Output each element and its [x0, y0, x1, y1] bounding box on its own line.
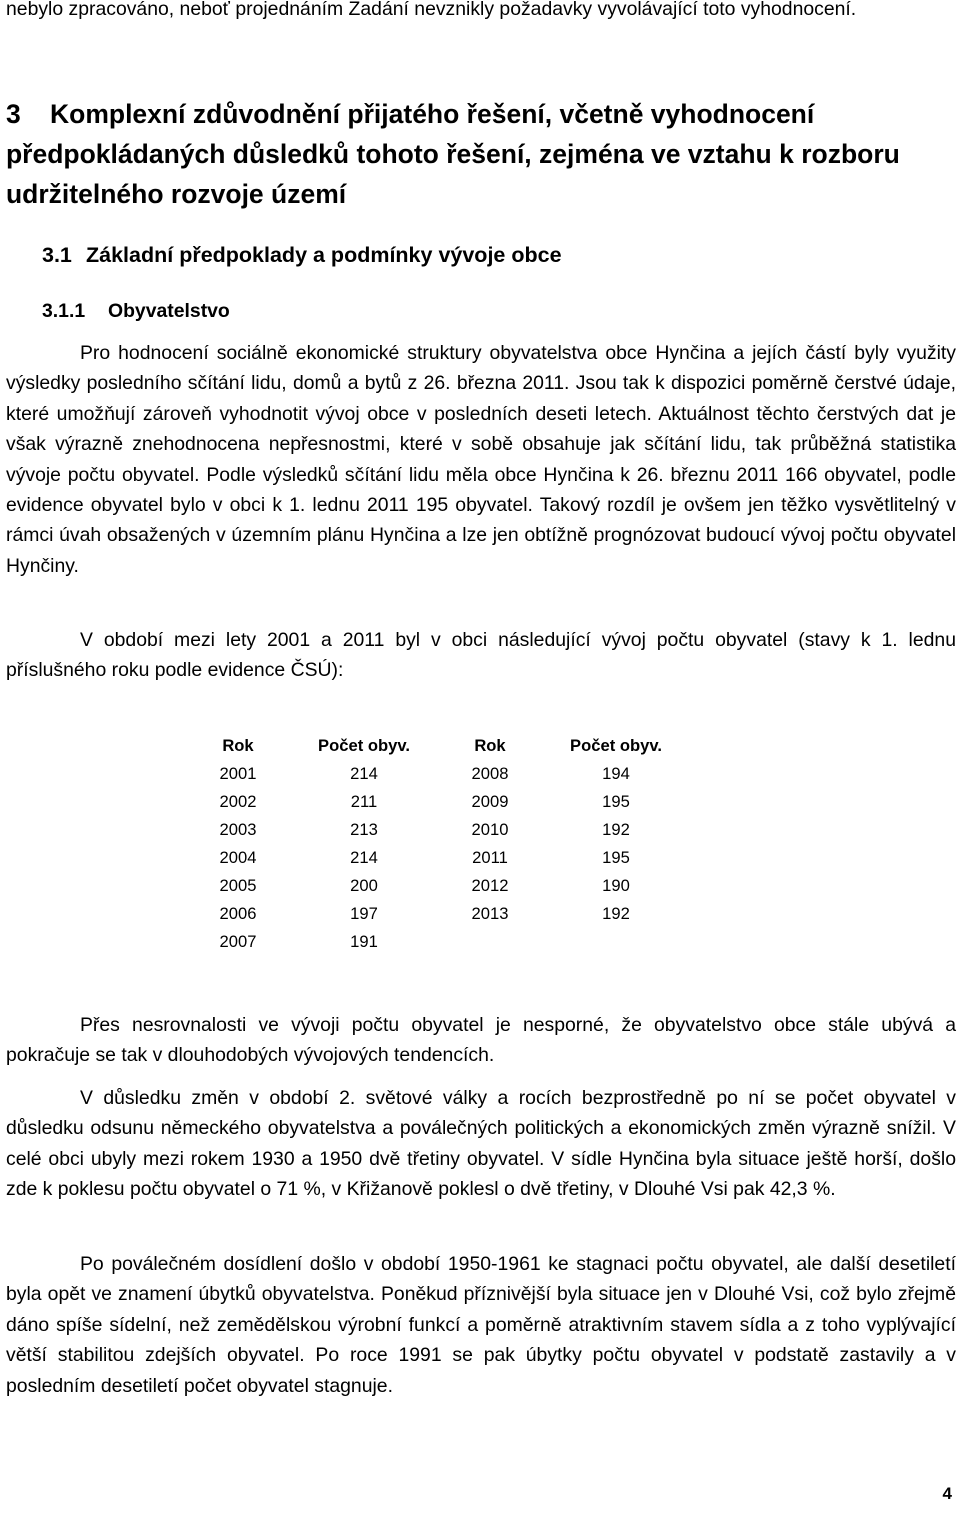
table-cell: 2001 [219, 764, 257, 783]
table-cell [542, 928, 690, 956]
subsection-heading [42, 239, 562, 271]
table-row [186, 900, 690, 928]
paragraph-war-consequences: V důsledku změn v období 2. světové války a rocích bezprostředně po ní se počet obyvatel v důsledku odsunu německého obyvatelstva a poválečných politických a ekonomických změn výrazně snížil. V celé obci ubyly mezi rokem 1930 a 1950 dvě třetiny obyvatel. V sídle Hynčina byla situace ještě horší, došlo zde k poklesu počtu obyvatel o 71 %, v Křižanově poklesl o dvě třetiny, v Dlouhé Vsi pak 42,3 %. [6, 1087, 956, 1201]
paragraph-decline: Přes nesrovnalosti ve vývoji počtu obyvatel je nesporné, že obyvatelstvo obce stále ubývá a pokračuje se tak v dlouhodobých vývojových tendencích. [6, 1014, 956, 1067]
table-cell: 2003 [219, 820, 257, 839]
table-row [186, 872, 690, 900]
table-cell: 2010 [471, 820, 509, 839]
table-cell: 2002 [219, 792, 257, 811]
paragraph-data-sources: Pro hodnocení sociálně ekonomické struktury obyvatelstva obce Hynčina a jejích částí byly využity výsledky posledního sčítání lidu, domů a bytů z 26. března 2011. Jsou tak k dispozici poměrně čerstvé údaje, které umožňují zároveň vyhodnotit vývoj obce v posledních deseti letech. Aktuálnost těchto čerstvých dat je však výrazně znehodnocena nepřesnostmi, které v sobě obsahuje jak sčítání lidu, tak průběžná statistika vývoje počtu obyvatel. Podle výsledků sčítání lidu měla obce Hynčina k 26. březnu 2011 166 obyvatel, podle evidence obyvatel bylo v obci k 1. lednu 2011 195 obyvatel. Takový rozdíl je ovšem jen těžko vysvětlitelný v rámci úvah obsažených v územním plánu Hynčina a lze jen obtížně prognózovat budoucí vývoj počtu obyvatel Hynčiny. [6, 342, 956, 577]
column-header-year: Rok [474, 736, 506, 755]
table-cell: 190 [602, 876, 630, 895]
table-header-row [186, 732, 690, 760]
table-cell: 2012 [471, 876, 509, 895]
table-cell: 194 [602, 764, 630, 783]
table-cell: 200 [350, 876, 378, 895]
table-row [186, 816, 690, 844]
section-number: 3 [6, 99, 21, 129]
table-cell: 214 [350, 764, 378, 783]
population-table [186, 732, 690, 956]
table-cell [438, 928, 542, 956]
table-cell: 2006 [219, 904, 257, 923]
table-cell: 2005 [219, 876, 257, 895]
table-cell: 2011 [472, 848, 508, 867]
subsubsection-title: Obyvatelstvo [108, 300, 230, 322]
paragraph-table-intro: V období mezi lety 2001 a 2011 byl v obci následující vývoj počtu obyvatel (stavy k 1. lednu příslušného roku podle evidence ČSÚ): [6, 629, 956, 682]
table-row [186, 844, 690, 872]
section-heading [6, 94, 956, 214]
table-cell: 2009 [471, 792, 509, 811]
column-header-population: Počet obyv. [570, 736, 662, 755]
table-cell: 214 [350, 848, 378, 867]
table-cell: 195 [602, 848, 630, 867]
table-cell: 211 [350, 792, 378, 811]
table-cell: 195 [602, 792, 630, 811]
table-cell: 192 [602, 820, 630, 839]
column-header-population: Počet obyv. [318, 736, 410, 755]
table-row [186, 928, 690, 956]
subsection-title: Základní předpoklady a podmínky vývoje obce [86, 243, 562, 267]
table-cell: 192 [602, 904, 630, 923]
table-cell: 197 [350, 904, 378, 923]
paragraph-intro: nebylo zpracováno, neboť projednáním Zadání nevznikly požadavky vyvolávající toto vyhodnocení. [6, 0, 857, 20]
table-cell: 2007 [219, 932, 257, 951]
table-cell: 2004 [219, 848, 257, 867]
column-header-year: Rok [222, 736, 254, 755]
page-number: 4 [942, 1484, 952, 1503]
table-cell: 2013 [471, 904, 509, 923]
subsection-number: 3.1 [42, 243, 72, 267]
table-cell: 2008 [471, 764, 509, 783]
subsubsection-number: 3.1.1 [42, 300, 86, 322]
table-cell: 213 [350, 820, 378, 839]
section-title: Komplexní zdůvodnění přijatého řešení, včetně vyhodnocení předpokládaných důsledků tohoto řešení, zejména ve vztahu k rozboru udržitelného rozvoje území [6, 99, 900, 209]
table-row [186, 788, 690, 816]
paragraph-postwar: Po poválečném dosídlení došlo v období 1950-1961 ke stagnaci počtu obyvatel, ale další desetiletí byla opět ve znamení úbytků obyvatelstva. Poněkud příznivější byla situace jen v Dlouhé Vsi, což bylo zřejmě dáno spíše sídelní, než zemědělskou výrobní funkcí a poměrně atraktivním stavem sídla a z toho vyplývající větší stabilitou zdejších obyvatel. Po roce 1991 se pak úbytky počtu obyvatel v podstatě zastavily a v posledním desetiletí počet obyvatel stagnuje. [6, 1253, 956, 1397]
subsubsection-heading [42, 296, 230, 326]
table-cell: 191 [350, 932, 378, 951]
table-row [186, 760, 690, 788]
